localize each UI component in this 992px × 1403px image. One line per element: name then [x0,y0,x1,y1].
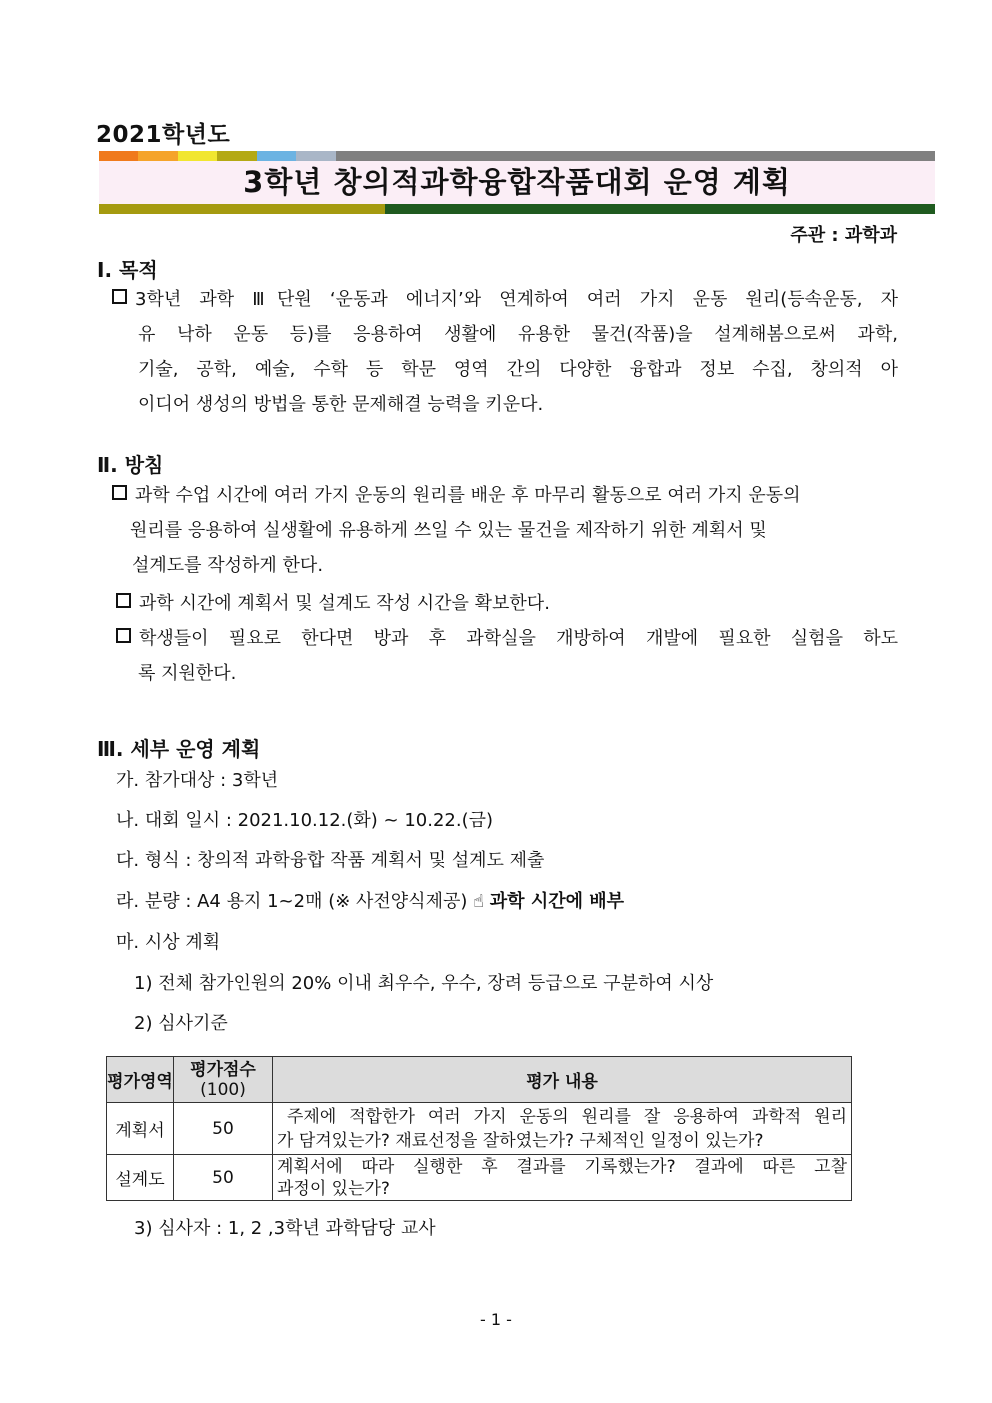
award-item-3: 3) 심사자 : 1, 2 ,3학년 과학담당 교사 [134,1218,436,1239]
header-content: 평가 내용 [273,1057,852,1103]
plan-item-ra: 라. 분량 : A4 용지 1~2매 (※ 사전양식제공) ☝ 과학 시간에 배부 [116,891,625,912]
checkbox-bullet-icon [116,628,131,643]
host-label: 주관 : 과학과 [790,225,897,246]
page-number: - 1 - [480,1310,512,1329]
section-heading-purpose: Ⅰ. 목적 [97,258,158,282]
policy-line: 학생들이 필요로 한다면 방과 후 과학실을 개방하여 개발에 필요한 실험을 하도 [116,621,898,656]
color-segment [99,151,138,161]
plan-item-ga: 가. 참가대상 : 3학년 [116,770,279,791]
award-item-2: 2) 심사기준 [134,1013,228,1034]
purpose-line: 기술, 공학, 예술, 수학 등 학문 영역 간의 다양한 융합과 정보 수집, 창의적 아 [138,359,898,380]
color-segment [336,151,935,161]
table-header-row [107,1057,852,1103]
table-row [107,1155,852,1201]
purpose-line: 이디어 생성의 방법을 통한 문제해결 능력을 키운다. [138,394,544,415]
color-segment [385,204,935,214]
plan-item-ra-bold: 과학 시간에 배부 [489,891,625,912]
page-title: 3학년 창의적과학융합작품대회 운영 계획 [243,165,791,199]
policy-bullet-2 [116,586,876,621]
row-content: 계획서에 따라 실행한 후 결과를 기록했는가? 결과에 따른 고찰 과정이 있는가? [273,1155,852,1201]
row-area: 계획서 [107,1103,174,1155]
policy-line: 원리를 응용하여 실생활에 유용하게 쓰일 수 있는 물건을 제작하기 위한 계획서 및 [130,520,767,541]
checkbox-bullet-icon [112,289,127,304]
color-segment [217,151,257,161]
section-heading-plan: Ⅲ. 세부 운영 계획 [97,737,261,761]
row-area: 설계도 [107,1155,174,1201]
section-heading-policy: Ⅱ. 방침 [97,453,164,477]
purpose-line: 유 낙하 운동 등)를 응용하여 생활에 유용한 물건(작품)을 설계해봄으로써 과학, [138,324,898,345]
table-row [107,1103,852,1155]
checkbox-bullet-icon [116,593,131,608]
year-label: 2021학년도 [96,122,231,148]
title-color-bar [99,151,935,161]
pointing-hand-icon: ☝ [473,891,485,912]
color-segment [296,151,336,161]
checkbox-bullet-icon [112,485,127,500]
color-segment [257,151,296,161]
color-segment [178,151,217,161]
row-score: 50 [174,1155,273,1201]
policy-line: 록 지원한다. [138,663,237,684]
policy-line: 과학 수업 시간에 여러 가지 운동의 원리를 배운 후 마무리 활동으로 여러 가지 운동의 [112,478,872,513]
plan-item-na: 나. 대회 일시 : 2021.10.12.(화) ~ 10.22.(금) [116,810,494,831]
header-score: 평가점수 (100) [174,1057,273,1103]
policy-line: 설계도를 작성하게 한다. [132,555,324,576]
title-bottom-bar [99,204,935,214]
award-item-1: 1) 전체 참가인원의 20% 이내 최우수, 우수, 장려 등급으로 구분하여 시상 [134,973,714,994]
policy-line: 과학 시간에 계획서 및 설계도 작성 시간을 확보한다. [116,586,876,621]
policy-bullet-1 [112,478,872,583]
header-area: 평가영역 [107,1057,174,1103]
plan-item-da: 다. 형식 : 창의적 과학융합 작품 계획서 및 설계도 제출 [116,850,545,871]
purpose-paragraph [112,282,898,422]
color-segment [138,151,178,161]
row-content: 주제에 적합한가 여러 가지 운동의 원리를 잘 응용하여 과학적 원리 가 담겨있는가? 재료선정을 잘하였는가? 구체적인 일정이 있는가? [273,1103,852,1155]
title-banner [99,161,935,204]
criteria-table [106,1056,852,1201]
plan-item-ma: 마. 시상 계획 [116,932,221,953]
purpose-line: 3학년 과학 Ⅲ단원 ‘운동과 에너지’와 연계하여 여러 가지 운동 원리(등속운동, 자 [112,282,898,317]
policy-bullet-3 [116,621,898,691]
color-segment [99,204,385,214]
row-score: 50 [174,1103,273,1155]
